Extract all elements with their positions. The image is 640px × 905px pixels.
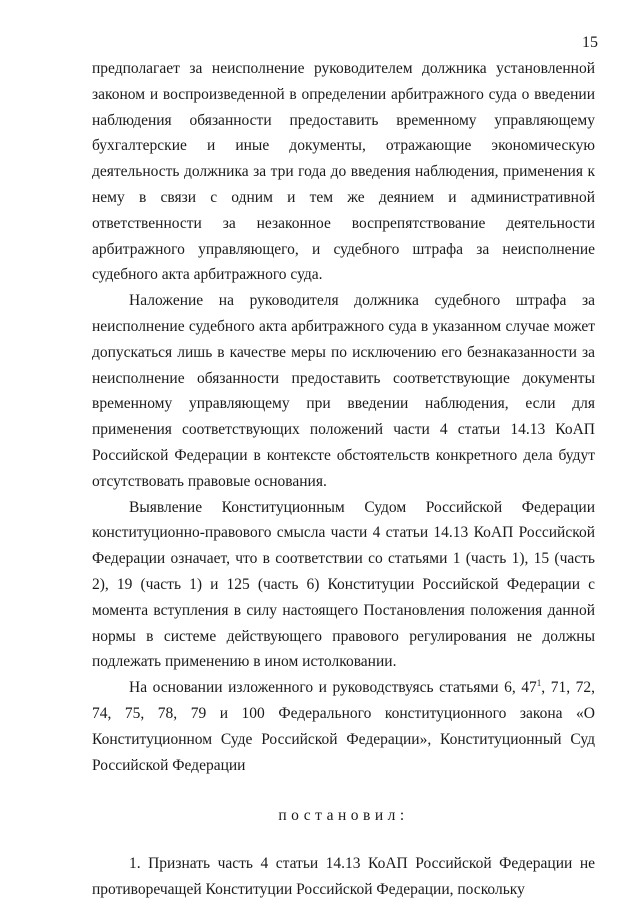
- paragraph-4: [92, 675, 595, 778]
- superscript-mark: 1: [536, 677, 542, 688]
- page-number: 15: [582, 34, 598, 51]
- paragraph-2: Наложение на руководителя должника судебного штрафа за неисполнение судебного акта арбитражного суда в указанном случае может допускаться лишь в качестве меры по исключению его безнаказанности за неисполнение обязанности предоставить соответствующие документы временному управляющему при введении наблюдения, если для применения соответствующих положений части 4 статьи 14.13 КоАП Российской Федерации в контексте обстоятельств конкретного дела будут отсутствовать правовые основания.: [92, 292, 595, 490]
- paragraph-3: Выявление Конституционным Судом Российской Федерации конституционно-правового смысла части 4 статьи 14.13 КоАП Российской Федерации означает, что в соответствии со статьями 1 (часть 1), 15 (часть 2), 19 (часть 1) и 125 (часть 6) Конституции Российской Федерации с момента вступления в силу настоящего Постановления положения данной нормы в системе действующего правового регулирования не должны подлежать применению в ином истолковании.: [92, 498, 595, 671]
- resolution-heading: постановил:: [278, 807, 409, 825]
- document-body: [92, 56, 595, 903]
- paragraph-4-text-start: На основании изложенного и руководствуясь статьями 6, 47: [129, 679, 537, 697]
- paragraph-5: 1. Признать часть 4 статьи 14.13 КоАП Российской Федерации не противоречащей Конституции Российской Федерации, поскольку: [92, 855, 595, 898]
- paragraph-4-text-end: , 71, 72, 74, 75, 78, 79 и 100 Федерального конституционного закона «О Конституционном Суде Российской Федерации», Конституционный Суд Российской Федерации: [92, 679, 596, 774]
- paragraph-1: предполагает за неисполнение руководителем должника установленной законом и воспроизведенной в определении арбитражного суда о введении наблюдения обязанности предоставить временному управляющему бухгалтерские и иные документы, отражающие экономическую деятельность должника за три года до введения наблюдения, применения к нему в связи с одним и тем же деянием и административной ответственности за незаконное воспрепятствование деятельности арбитражного управляющего, и судебного штрафа за неисполнение судебного акта арбитражного суда.: [92, 60, 595, 284]
